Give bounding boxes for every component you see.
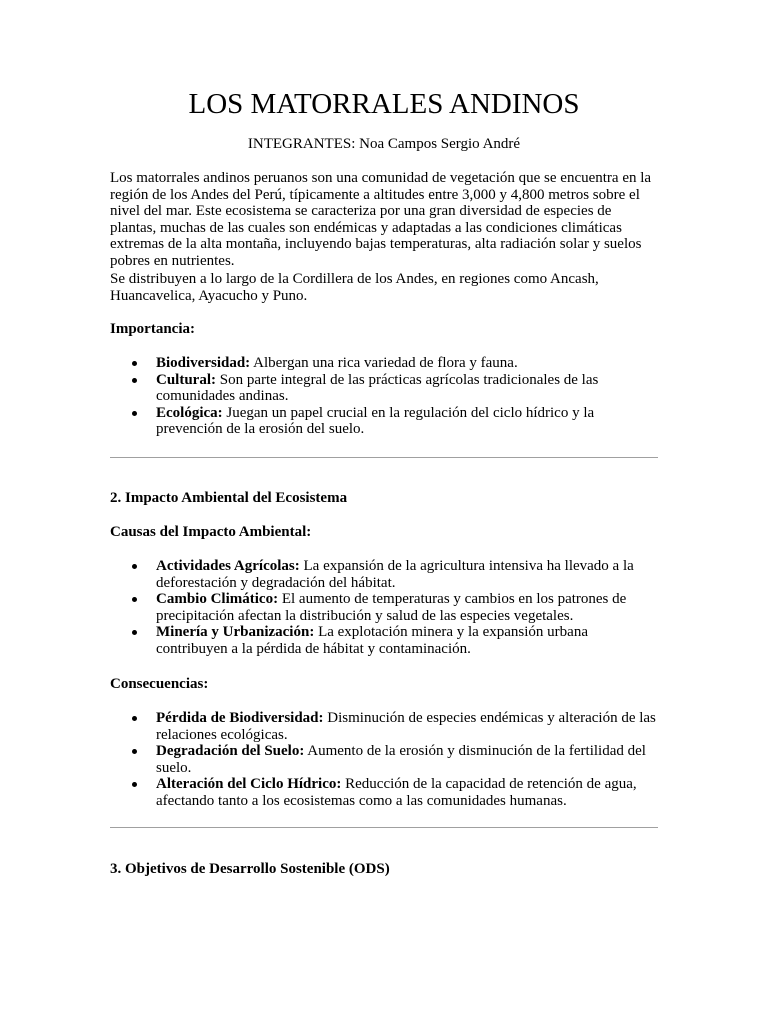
- item-text: El aumento de temperaturas y cambios en los patrones de precipitación afectan la distribución y salud de las especies vegetales.: [156, 591, 627, 624]
- bullet-icon: [132, 630, 137, 635]
- section-3-heading: 3. Objetivos de Desarrollo Sostenible (ODS): [110, 861, 390, 877]
- bullet-icon: [132, 361, 137, 366]
- bullet-icon: [132, 597, 137, 602]
- item-term: Minería y Urbanización:: [156, 624, 315, 641]
- importance-list: [110, 355, 658, 438]
- causes-heading: Causas del Impacto Ambiental:: [110, 524, 312, 540]
- bullet-icon: [132, 749, 137, 754]
- item-text: Albergan una rica variedad de flora y fauna.: [250, 355, 518, 371]
- item-term: Cultural:: [156, 371, 216, 388]
- list-item: [110, 558, 658, 591]
- item-text: Disminución de especies endémicas y alteración de las relaciones ecológicas.: [156, 710, 656, 743]
- causes-list: [110, 558, 658, 658]
- item-term: Alteración del Ciclo Hídrico:: [156, 776, 342, 793]
- item-term: Pérdida de Biodiversidad:: [156, 710, 324, 726]
- item-text: Juegan un papel crucial en la regulación del ciclo hídrico y la prevención de la erosión del suelo.: [156, 404, 595, 438]
- importance-heading: Importancia:: [110, 321, 195, 337]
- item-term: Actividades Agrícolas:: [156, 558, 300, 574]
- document-title: LOS MATORRALES ANDINOS: [188, 88, 580, 120]
- list-item: [110, 372, 658, 405]
- item-text: La explotación minera y la expansión urbana contribuyen a la pérdida de hábitat y contaminación.: [156, 624, 588, 657]
- item-text: Son parte integral de las prácticas agrícolas tradicionales de las comunidades andinas.: [156, 371, 599, 405]
- item-term: Degradación del Suelo:: [156, 743, 305, 760]
- intro-paragraph: Los matorrales andinos peruanos son una comunidad de vegetación que se encuentra en la región de los Andes del Perú, típicamente a altitudes entre 3,000 y 4,800 metros sobre el nivel del mar. Este ecosistema se caracteriza por una gran diversidad de especies de plantas, muchas de las cuales son endémicas y adaptadas a las condiciones climáticas extremas de la alta montaña, incluyendo bajas temperaturas, alta radiación solar y suelos pobres en nutrientes.: [110, 170, 652, 269]
- item-term: Cambio Climático:: [156, 591, 279, 608]
- bullet-icon: [132, 564, 137, 569]
- list-item: [110, 591, 658, 624]
- item-text: La expansión de la agricultura intensiva ha llevado a la deforestación y degradación del hábitat.: [156, 558, 634, 591]
- bullet-icon: [132, 411, 137, 416]
- horizontal-rule: [110, 827, 658, 828]
- item-text: Aumento de la erosión y disminución de la fertilidad del suelo.: [156, 743, 646, 776]
- list-item: [110, 776, 658, 809]
- list-item: [110, 624, 658, 657]
- list-item: [110, 405, 658, 438]
- distribution-paragraph: Se distribuyen a lo largo de la Cordillera de los Andes, en regiones como Ancash, Huancavelica, Ayacucho y Puno.: [110, 271, 599, 304]
- section-2-heading: 2. Impacto Ambiental del Ecosistema: [110, 490, 348, 506]
- list-item: [110, 743, 658, 776]
- item-text: Reducción de la capacidad de retención de agua, afectando tanto a los ecosistemas como a las comunidades humanas.: [156, 776, 637, 809]
- list-item: [110, 355, 658, 372]
- bullet-icon: [132, 378, 137, 383]
- horizontal-rule: [110, 457, 658, 458]
- consequences-heading: Consecuencias:: [110, 676, 209, 692]
- consequences-list: [110, 710, 658, 810]
- members-line: INTEGRANTES: Noa Campos Sergio André: [247, 136, 521, 152]
- bullet-icon: [132, 782, 137, 787]
- list-item: [110, 710, 658, 743]
- item-term: Biodiversidad:: [156, 355, 251, 371]
- bullet-icon: [132, 716, 137, 721]
- item-term: Ecológica:: [156, 404, 223, 421]
